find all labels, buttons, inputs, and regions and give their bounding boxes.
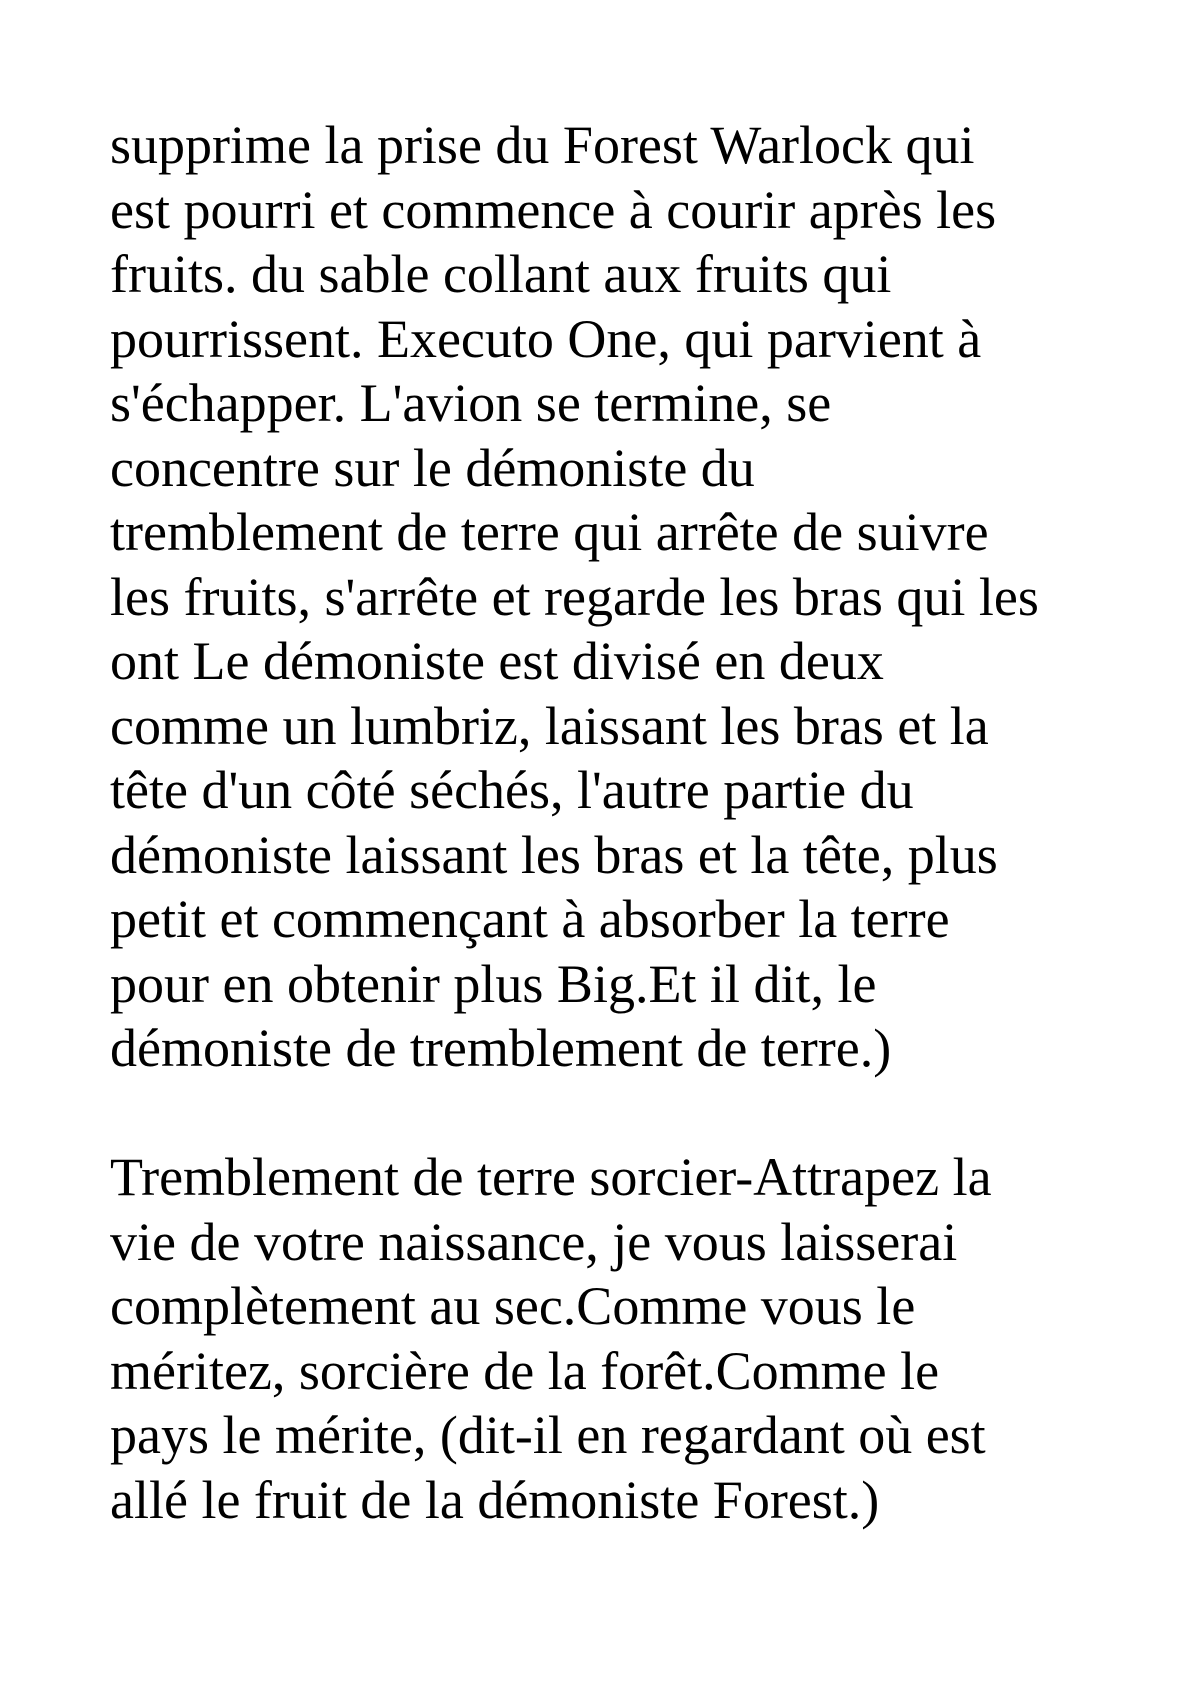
- text-line: Tremblement de terre sorcier-Attrapez la: [110, 1147, 992, 1207]
- text-line: tête d'un côté séchés, l'autre partie du: [110, 760, 914, 820]
- text-line: complètement au sec.Comme vous le: [110, 1276, 916, 1336]
- text-line: démoniste laissant les bras et la tête, plus: [110, 824, 998, 885]
- text-line: supprime la prise du Forest Warlock qui: [110, 115, 975, 175]
- text-line: s'échapper. L'avion se termine, se: [110, 373, 832, 433]
- text-line: fruits. du sable collant aux fruits qui: [110, 244, 892, 304]
- text-line: ont Le démoniste est divisé en deux: [110, 631, 884, 691]
- text-line: pourrissent. Executo One, qui parvient à: [110, 308, 982, 369]
- text-line: tremblement de terre qui arrête de suivre: [110, 502, 989, 562]
- paragraph-1: [110, 113, 1189, 1081]
- text-line: méritez, sorcière de la forêt.Comme le: [110, 1340, 940, 1401]
- text-line: est pourri et commence à courir après les: [110, 179, 997, 240]
- text-line: les fruits, s'arrête et regarde les bras qui les: [110, 566, 1039, 627]
- text-line: vie de votre naissance, je vous laisserai: [110, 1211, 958, 1272]
- text-line: pays le mérite, (dit-il en regardant où est: [110, 1405, 986, 1465]
- text-line: démoniste de tremblement de terre.): [110, 1018, 892, 1078]
- text-line: pour en obtenir plus Big.Et il dit, le: [110, 953, 877, 1014]
- text-line: petit et commençant à absorber la terre: [110, 889, 950, 949]
- text-line: comme un lumbriz, laissant les bras et la: [110, 695, 989, 756]
- text-line: concentre sur le démoniste du: [110, 437, 755, 498]
- text-line: allé le fruit de la démoniste Forest.): [110, 1469, 880, 1530]
- paragraph-2: [110, 1145, 1189, 1532]
